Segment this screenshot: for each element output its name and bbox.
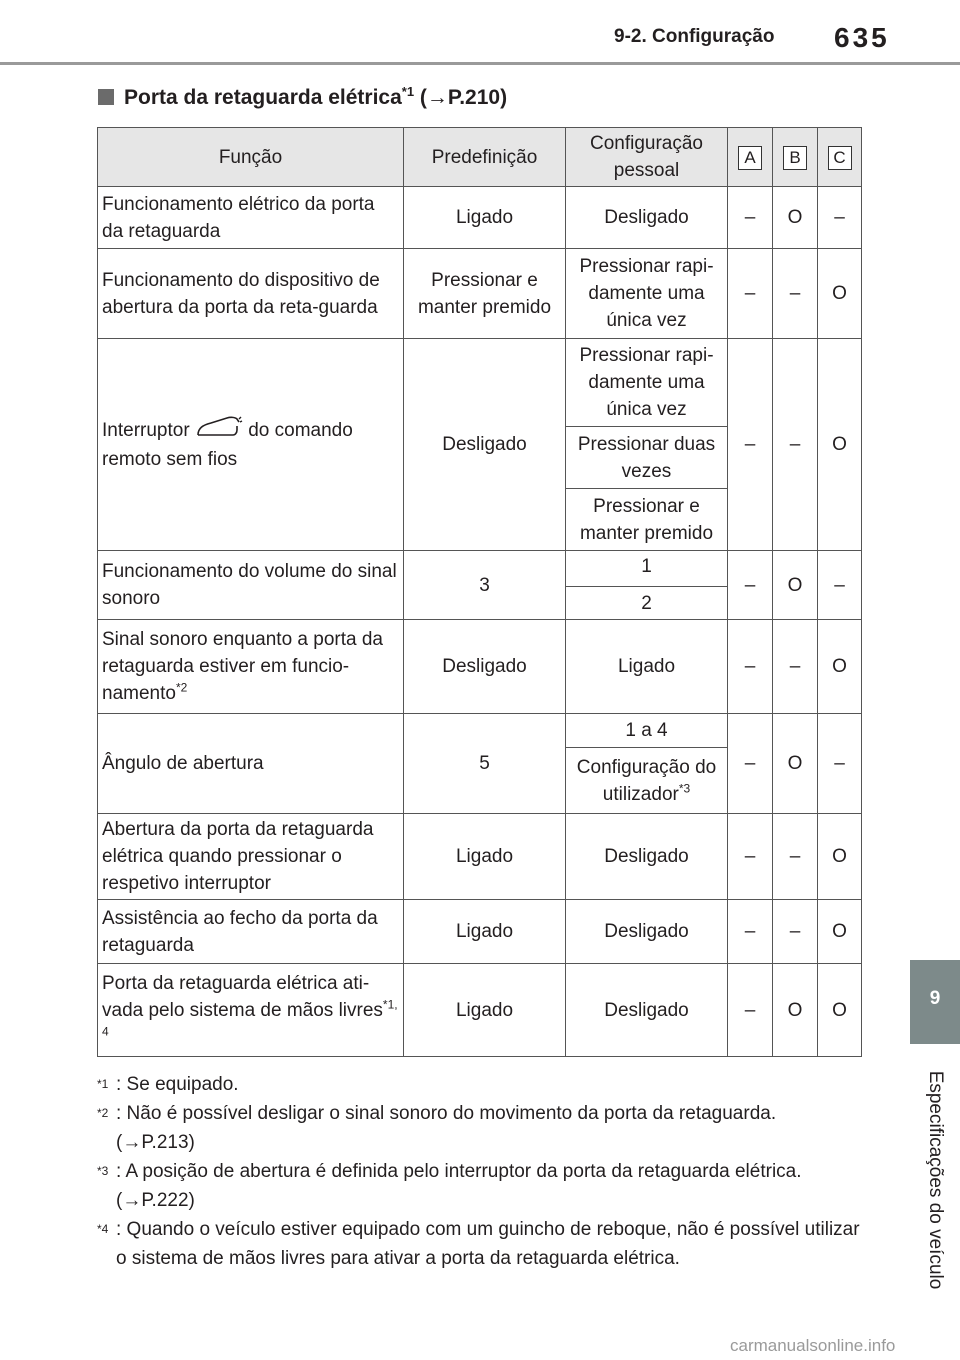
footnote-mark: *2 [175, 680, 188, 695]
section-title-text: Porta da retaguarda elétrica [124, 86, 402, 109]
chapter-number: 9 [929, 988, 941, 1009]
cell-configuracao: Desligado [566, 964, 728, 1057]
cell-predefinicao: Ligado [404, 814, 566, 900]
cell-c: O [818, 249, 862, 339]
column-header-funcao: Função [98, 128, 404, 187]
cell-configuracao: 2 [566, 587, 728, 620]
column-header-c [818, 128, 862, 187]
footnote-marker: *2 [97, 1106, 109, 1120]
car-back-door-icon [195, 416, 243, 446]
cell-b: O [773, 714, 818, 814]
cell-configuracao: Pressionar e manter premido [566, 489, 728, 551]
cell-funcao-text-end: do comando remoto sem fios [102, 420, 353, 470]
cell-a: – [728, 620, 773, 714]
chapter-label: Especificações do veículo [925, 1070, 946, 1290]
cell-b: – [773, 620, 818, 714]
cell-predefinicao: Ligado [404, 187, 566, 249]
cell-a: – [728, 714, 773, 814]
cell-funcao [98, 339, 404, 551]
cell-funcao-text: Porta da retaguarda elétrica ati-vada pelo sistema de mãos livres [102, 972, 383, 1021]
watermark: carmanualsonline.info [730, 1336, 896, 1355]
cell-c: – [818, 551, 862, 620]
cell-funcao: Funcionamento do volume do sinal sonoro [98, 551, 404, 620]
section-title [98, 84, 507, 110]
footnote-item [97, 1157, 867, 1215]
cell-funcao [98, 620, 404, 714]
footnote-item [97, 1070, 867, 1099]
footnote-mark: *1, 4 [102, 997, 398, 1039]
footnotes [97, 1070, 867, 1273]
footnote-page-ref: (→P.213) [116, 1132, 195, 1153]
footnote-item [97, 1215, 867, 1273]
cell-funcao: Ângulo de abertura [98, 714, 404, 814]
cell-c: O [818, 900, 862, 964]
cell-configuracao: 1 a 4 [566, 714, 728, 748]
cell-b: – [773, 249, 818, 339]
cell-predefinicao: Desligado [404, 620, 566, 714]
cell-funcao-text: Sinal sonoro enquanto a porta da retaguarda estiver em funcio-namento [102, 629, 383, 704]
cell-configuracao: 1 [566, 551, 728, 587]
table-row [98, 714, 862, 748]
cell-c: O [818, 620, 862, 714]
cell-c: O [818, 964, 862, 1057]
cell-a: – [728, 964, 773, 1057]
cell-configuracao: Desligado [566, 900, 728, 964]
cell-a: – [728, 187, 773, 249]
footnote-text: : Não é possível desligar o sinal sonoro do movimento da porta da retaguarda. [116, 1103, 777, 1124]
column-header-b [773, 128, 818, 187]
footnote-marker: *4 [97, 1222, 109, 1236]
cell-funcao: Funcionamento elétrico da porta da retaguarda [98, 187, 404, 249]
cell-c: – [818, 714, 862, 814]
cell-configuracao: Pressionar rapi-damente uma única vez [566, 339, 728, 427]
header-divider [0, 62, 960, 65]
table-row [98, 900, 862, 964]
section-title-footnote-mark: *1 [401, 84, 415, 99]
cell-b: – [773, 814, 818, 900]
footnote-marker: *1 [97, 1077, 109, 1091]
cell-b: – [773, 900, 818, 964]
cell-funcao: Abertura da porta da retaguarda elétrica quando pressionar o respetivo interruptor [98, 814, 404, 900]
table-row [98, 249, 862, 339]
table-row [98, 187, 862, 249]
table-row [98, 339, 862, 427]
cell-predefinicao: Desligado [404, 339, 566, 551]
label-c: C [828, 146, 852, 170]
footnote-page-ref: (→P.222) [116, 1190, 195, 1211]
table-row [98, 620, 862, 714]
cell-predefinicao: Ligado [404, 964, 566, 1057]
cell-funcao-text-start: Interruptor [102, 420, 190, 442]
label-b: B [783, 146, 807, 170]
footnote-text: : Quando o veículo estiver equipado com um guincho de reboque, não é possível utilizar o sistema de mãos livres para ativar a porta da retaguarda elétrica. [116, 1219, 860, 1269]
cell-configuracao: Desligado [566, 187, 728, 249]
cell-configuracao [566, 748, 728, 814]
section-header: 9-2. Configuração [614, 26, 775, 47]
cell-a: – [728, 900, 773, 964]
page-number: 635 [834, 22, 890, 53]
footnote-text: : A posição de abertura é definida pelo interruptor da porta da retaguarda elétrica. [116, 1161, 802, 1182]
column-header-predefinicao: Predefinição [404, 128, 566, 187]
footnote-marker: *3 [97, 1164, 109, 1178]
cell-b: O [773, 964, 818, 1057]
cell-predefinicao: 3 [404, 551, 566, 620]
cell-a: – [728, 551, 773, 620]
cell-predefinicao: 5 [404, 714, 566, 814]
column-header-a [728, 128, 773, 187]
section-title-page-ref: (→P.210) [414, 86, 508, 109]
footnote-item [97, 1099, 867, 1157]
cell-funcao: Funcionamento do dispositivo de abertura da porta da reta-guarda [98, 249, 404, 339]
cell-b: O [773, 187, 818, 249]
cell-predefinicao: Pressionar e manter premido [404, 249, 566, 339]
table-row [98, 551, 862, 587]
table-row [98, 814, 862, 900]
footnote-text: : Se equipado. [116, 1074, 239, 1095]
cell-b: O [773, 551, 818, 620]
footnote-mark: *3 [678, 781, 691, 796]
cell-configuracao: Ligado [566, 620, 728, 714]
cell-a: – [728, 249, 773, 339]
cell-funcao: Assistência ao fecho da porta da retaguarda [98, 900, 404, 964]
cell-b: – [773, 339, 818, 551]
cell-predefinicao: Ligado [404, 900, 566, 964]
bullet-square-icon [98, 89, 114, 105]
cell-configuracao: Desligado [566, 814, 728, 900]
cell-c: – [818, 187, 862, 249]
column-header-configuracao-pessoal: Configuração pessoal [566, 128, 728, 187]
table-row [98, 964, 862, 1057]
cell-c: O [818, 814, 862, 900]
cell-configuracao-text: Configuração do utilizador [576, 756, 717, 805]
settings-table [97, 127, 862, 1057]
table-header-row [98, 128, 862, 187]
cell-c: O [818, 339, 862, 551]
label-a: A [738, 146, 762, 170]
cell-a: – [728, 814, 773, 900]
cell-configuracao: Pressionar rapi-damente uma única vez [566, 249, 728, 339]
cell-configuracao: Pressionar duas vezes [566, 427, 728, 489]
cell-funcao [98, 964, 404, 1057]
cell-a: – [728, 339, 773, 551]
